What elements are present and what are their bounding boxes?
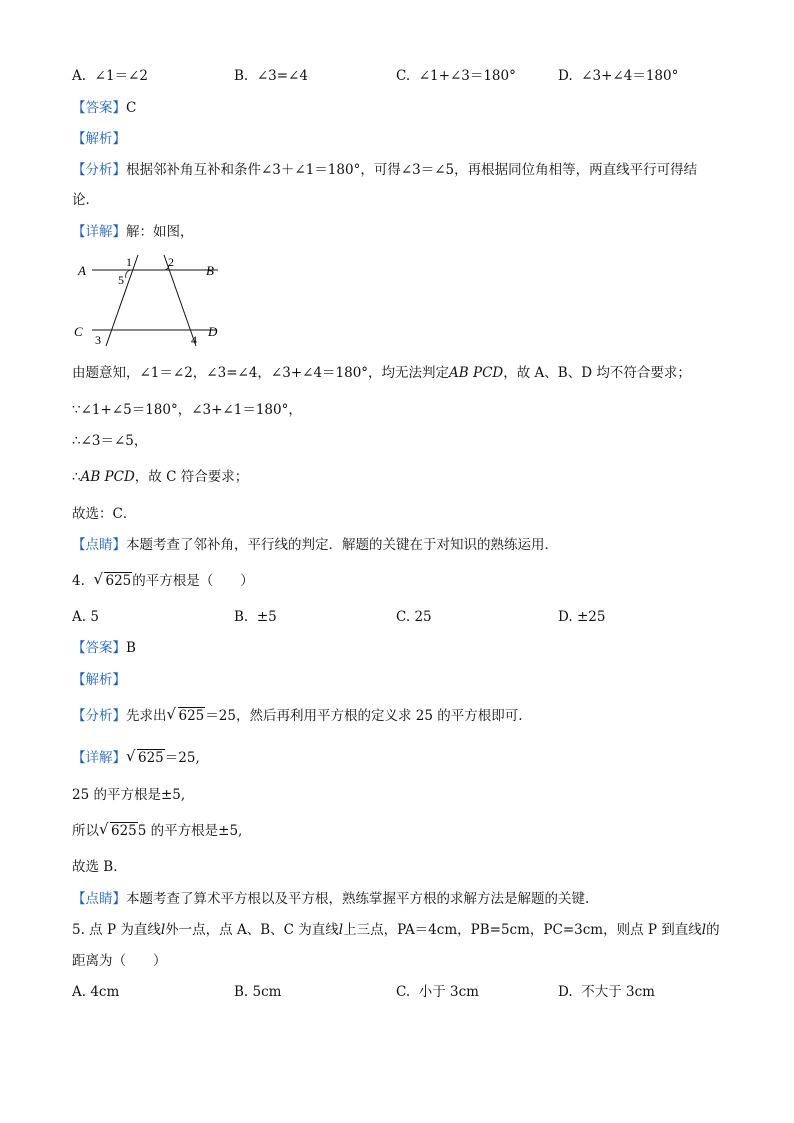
q4-dianjing: 【点睛】本题考查了算术平方根以及平方根，熟练掌握平方根的求解方法是解题的关键.	[72, 891, 590, 907]
q3-dianjing: 【点睛】本题考查了邻补角，平行线的判定．解题的关键在于对知识的熟练运用．	[72, 537, 558, 553]
q5-stem-cont: 距离为（ ）	[72, 953, 167, 969]
q4-analysis-heading: 【解析】	[72, 672, 126, 688]
q4-answer: 【答案】B	[72, 640, 136, 656]
sqrt-625: √ 625	[93, 570, 132, 589]
q5-stem: 5. 点 P 为直线l外一点，点 A、B、C 为直线l上三点，PA＝4cm，PB=5cm，PC=3cm，则点 P 到直线l的	[72, 922, 720, 938]
q5-options	[72, 983, 712, 1001]
q4-step2: 25 的平方根是±5,	[72, 787, 186, 803]
angle-1-label: 1	[126, 255, 132, 269]
angle-4-label: 4	[191, 333, 197, 347]
q3-option-d[interactable]: D. ∠3+∠4＝180°	[558, 68, 679, 84]
point-b-label: B	[206, 263, 214, 278]
q4-choose: 故选 B.	[72, 859, 118, 875]
q3-xiangjie: 【详解】解：如图，	[72, 224, 194, 240]
q3-step1: 由题意知，∠1＝∠2，∠3=∠4，∠3+∠4＝180°，均无法判定AB PCD，故 A、B、D 均不符合要求；	[72, 365, 691, 381]
q3-step3: ∴∠3＝∠5，	[72, 433, 148, 449]
q3-step2: ∵∠1+∠5＝180°，∠3+∠1＝180°，	[72, 402, 302, 418]
q5-option-d[interactable]: D. 不大于 3cm	[558, 984, 655, 1000]
sqrt-625: √ 625	[166, 705, 205, 724]
parallel-lines-figure	[70, 250, 230, 350]
sqrt-625: √ 625	[99, 820, 137, 839]
q3-choose: 故选：C．	[72, 506, 137, 522]
point-a-label: A	[78, 263, 86, 278]
q4-xiangjie: 【详解】 √ 625＝25,	[72, 747, 200, 766]
q3-option-c[interactable]: C. ∠1+∠3＝180°	[396, 68, 516, 84]
q3-options	[72, 67, 712, 85]
point-d-label: D	[208, 324, 218, 339]
q3-analysis-heading: 【解析】	[72, 131, 126, 147]
q4-option-a[interactable]: A. 5	[72, 609, 99, 625]
sqrt-625: √ 625	[126, 747, 164, 766]
q3-option-b[interactable]: B. ∠3=∠4	[234, 68, 308, 84]
angle-2-label: 2	[168, 255, 174, 269]
q4-option-d[interactable]: D. ±25	[558, 609, 606, 625]
q5-option-a[interactable]: A. 4cm	[72, 984, 120, 1000]
q5-option-c[interactable]: C. 小于 3cm	[396, 984, 479, 1000]
q4-stem: 4. √ 625的平方根是（ ）	[72, 570, 254, 589]
q3-step4: ∴AB PCD，故 C 符合要求；	[72, 469, 249, 485]
q4-fenxi: 【分析】先求出 √ 625＝25，然后再利用平方根的定义求 25 的平方根即可.	[72, 705, 523, 724]
q5-option-b[interactable]: B. 5cm	[234, 984, 282, 1000]
q3-fenxi-cont: 论．	[72, 192, 99, 208]
angle-5-label: 5	[118, 273, 124, 287]
q3-fenxi: 【分析】根据邻补角互补和条件∠3＋∠1＝180°，可得∠3＝∠5，再根据同位角相等，两直线平行可得结	[72, 162, 698, 178]
angle-3-label: 3	[95, 333, 101, 347]
q4-option-c[interactable]: C. 25	[396, 609, 432, 625]
q3-answer: 【答案】C	[72, 100, 137, 116]
point-c-label: C	[74, 324, 83, 339]
q4-step3: 所以 √ 6255 的平方根是±5,	[72, 820, 243, 839]
q3-option-a[interactable]: A. ∠1＝∠2	[72, 68, 148, 84]
q4-options	[72, 608, 712, 626]
q4-option-b[interactable]: B. ±5	[234, 609, 277, 625]
